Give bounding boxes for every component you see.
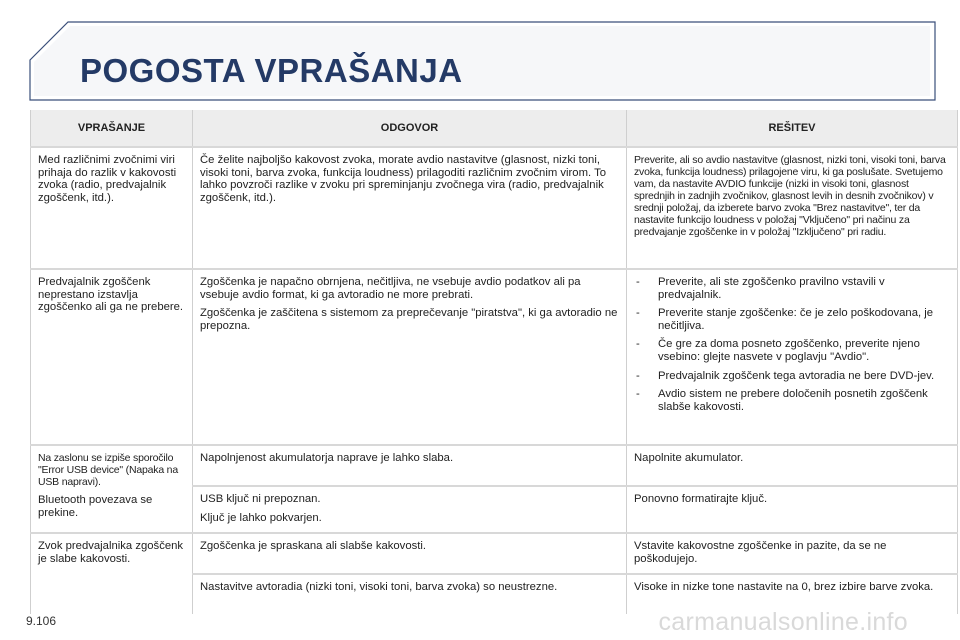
- question-cell: [31, 533, 193, 614]
- question-text: Med različnimi zvočnimi viri prihaja do razlik v kakovosti zvoka (radio, predvajalnik zgoščenk, itd.).: [38, 154, 177, 204]
- answer-text: Zgoščenka je napačno obrnjena, nečitljiva, ne vsebuje avdio podatkov ali pa vsebuje avdio format, ki ga avtoradio ne more prebrati.: [200, 276, 581, 301]
- question-text: Zvok predvajalnika zgoščenk je slabe kakovosti.: [38, 540, 184, 565]
- list-item: - Če gre za doma posneto zgoščenko, preverite njeno vsebino: glejte nasvete v poglavju "Avdio".: [634, 338, 949, 363]
- page-title: POGOSTA VPRAŠANJA: [80, 52, 463, 89]
- answer-text: Če želite najboljšo kakovost zvoka, morate avdio nastavitve (glasnost, nizki toni, visoki toni, barva zvoka, funkcija loudness) prilagoditi različnim zvočnim virom. To lahko povzroči razlike v zvoku pri spreminjanju zvočnega vira (radio, predvajalnik zgoščenk, itd.).: [200, 154, 607, 204]
- solution-cell: [627, 533, 958, 574]
- answer-cell: [193, 533, 627, 574]
- solution-text: Preverite, ali so avdio nastavitve (glasnost, nizki toni, visoki toni, barva zvoka, funkcija loudness) prilagojene viru, ki ga poslušate. Svetujemo vam, da nastavite AVDIO funkcije (nizki in visoki toni, glasnost sprednjih in zadnjih zvočnikov, glasnost levih in desnih zvočnikov) v srednji položaj, da izberete barvo zvoka "Brez nastavitve", ter da nastavite funkcijo loudness v položaj "Vključeno" pri načinu za predvajanje zgoščenke in v položaj "Izključeno" pri radiu.: [634, 154, 946, 238]
- solution-list: [634, 276, 949, 413]
- solution-cell: [627, 269, 958, 445]
- header-question: VPRAŠANJE: [31, 110, 193, 147]
- faq-table: [30, 110, 958, 614]
- answer-cell: [193, 147, 627, 269]
- faq-table-container: [30, 110, 957, 614]
- solution-text: Visoke in nizke tone nastavite na 0, brez izbire barve zvoka.: [634, 581, 934, 594]
- solution-text: Napolnite akumulator.: [634, 452, 744, 464]
- solution-text: Ponovno formatirajte ključ.: [634, 493, 768, 505]
- question-cell: [31, 269, 193, 445]
- question-text: Bluetooth povezava se prekine.: [38, 494, 153, 519]
- list-item: - Preverite, ali ste zgoščenko pravilno vstavili v predvajalnik.: [634, 276, 949, 301]
- question-text: Na zaslonu se izpiše sporočilo "Error USB device" (Napaka na USB napravi).: [38, 452, 178, 488]
- list-item: - Preverite stanje zgoščenke: če je zelo poškodovana, je nečitljiva.: [634, 307, 949, 332]
- table-row: [31, 445, 958, 486]
- table-row: [31, 269, 958, 445]
- list-item: - Predvajalnik zgoščenk tega avtoradia ne bere DVD-jev.: [634, 370, 949, 383]
- solution-cell: [627, 486, 958, 533]
- header-solution: REŠITEV: [627, 110, 958, 147]
- question-cell: [31, 445, 193, 533]
- table-header-row: [31, 110, 958, 147]
- answer-text: USB ključ ni prepoznan.: [200, 493, 321, 505]
- table-row: [31, 533, 958, 574]
- watermark: carmanualsonline.info: [658, 608, 908, 636]
- solution-cell: [627, 445, 958, 486]
- question-cell: [31, 147, 193, 269]
- answer-cell: [193, 445, 627, 486]
- question-text: Predvajalnik zgoščenk neprestano izstavlja zgoščenko ali ga ne prebere.: [38, 276, 184, 314]
- answer-text: Zgoščenka je spraskana ali slabše kakovosti.: [200, 540, 427, 553]
- list-item: - Avdio sistem ne prebere določenih posnetih zgoščenk slabše kakovosti.: [634, 388, 949, 413]
- table-row: [31, 147, 958, 269]
- answer-text: Zgoščenka je zaščitena s sistemom za preprečevanje "piratstva", ki ga avtoradio ne prepozna.: [200, 307, 618, 332]
- answer-text: Nastavitve avtoradia (nizki toni, visoki toni, barva zvoka) so neustrezne.: [200, 581, 558, 594]
- answer-text: Napolnjenost akumulatorja naprave je lahko slaba.: [200, 452, 454, 464]
- answer-cell: [193, 269, 627, 445]
- answer-text: Ključ je lahko pokvarjen.: [200, 511, 322, 524]
- answer-cell: [193, 486, 627, 533]
- solution-cell: [627, 147, 958, 269]
- solution-text: Vstavite kakovostne zgoščenke in pazite, da se ne poškodujejo.: [634, 540, 887, 565]
- answer-cell: [193, 574, 627, 614]
- page-number: 9.106: [26, 614, 57, 628]
- header-answer: ODGOVOR: [193, 110, 627, 147]
